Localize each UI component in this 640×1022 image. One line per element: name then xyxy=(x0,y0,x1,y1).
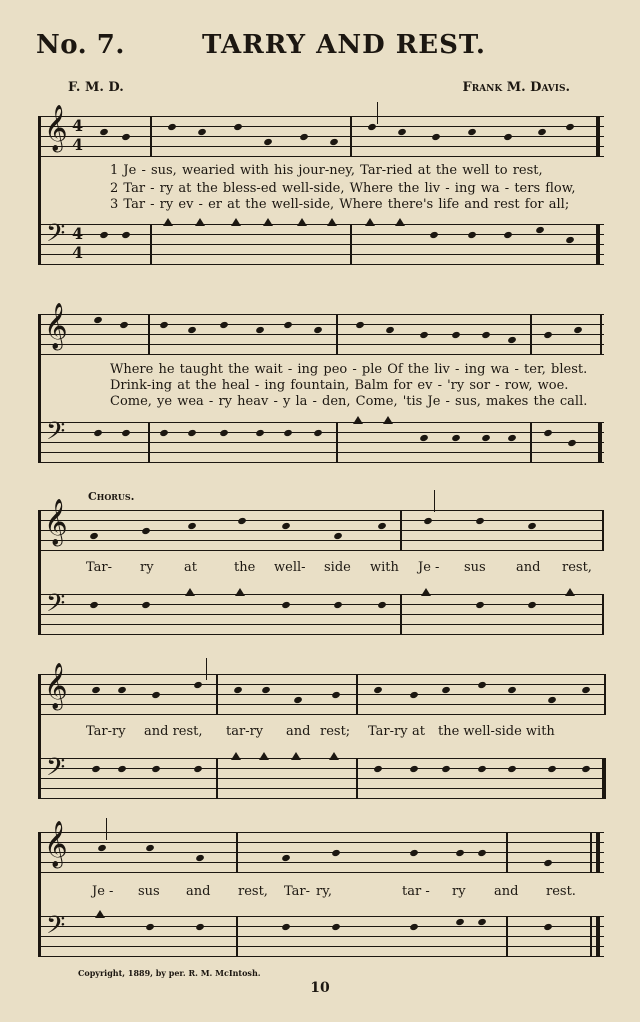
author-initials: F. M. D. xyxy=(68,80,124,95)
bass-staff xyxy=(38,753,604,798)
treble-clef-icon: 𝄞 xyxy=(44,105,68,151)
bass-staff xyxy=(38,417,604,462)
bass-clef-icon: 𝄢 xyxy=(46,753,66,788)
treble-staff xyxy=(38,303,604,354)
treble-clef-icon: 𝄞 xyxy=(44,499,68,545)
time-signature: 4 4 xyxy=(72,116,84,154)
treble-clef-icon: 𝄞 xyxy=(44,663,68,709)
hymn-title: TARRY AND REST. xyxy=(202,30,486,60)
hymn-page: No. 7. TARRY AND REST. F. M. D. Frank M. Davis. 𝄞 4 4 1 Je - sus, wearied with his jour-ney, Tar-ried at the well to rest, 2 Tar - ry at the bless-ed well-side, Where the liv - ing wa - ters flow, 3 Tar - ry ev - er at the well-side, Where there's life and rest for all; 𝄢 4 4 𝄞 Where he taught the wait - ing peo - ple Of the liv - ing wa - ter, blest. Drink-ing at the heal - ing fountain, Balm for ev - 'ry sor - row, woe. Come, ye wea - ry heav - y la - den, Come, 'tis Je - sus, makes the call. 𝄢 Chorus. 𝄞 Tar- ry at the well- side with Je - sus and rest, 𝄢 𝄞 Tar-ry and rest, tar-ry and rest; Tar-ry at the well-side with 𝄢 𝄞 Je - sus and rest, Tar- ry, tar - ry and rest. 𝄢 Copyright, 1889, by per. R. M. McIntosh. 10 xyxy=(0,0,640,1022)
verse-2-line-b: Drink-ing at the heal - ing fountain, Balm for ev - 'ry sor - row, woe. xyxy=(110,378,569,393)
hymn-number: No. 7. xyxy=(36,30,125,60)
bass-clef-icon: 𝄢 xyxy=(46,219,66,254)
bass-staff xyxy=(38,911,604,956)
page-number: 10 xyxy=(310,980,330,996)
bass-staff: 𝄢 4 4 xyxy=(38,224,604,264)
composer-name: Frank M. Davis. xyxy=(462,80,570,95)
bass-staff xyxy=(38,589,604,634)
treble-staff xyxy=(38,105,604,156)
verse-1-line-a: 1 Je - sus, wearied with his jour-ney, Tar-ried at the well to rest, xyxy=(110,163,543,178)
verse-1-line-b: Where he taught the wait - ing peo - ple Of the liv - ing wa - ter, blest. xyxy=(110,362,588,377)
treble-staff xyxy=(38,663,604,714)
copyright-notice: Copyright, 1889, by per. R. M. McIntosh. xyxy=(78,968,261,978)
treble-clef-icon: 𝄞 xyxy=(44,821,68,867)
bass-clef-icon: 𝄢 xyxy=(46,417,66,452)
verse-2-line-a: 2 Tar - ry at the bless-ed well-side, Where the liv - ing wa - ters flow, xyxy=(110,181,576,196)
bass-clef-icon: 𝄢 xyxy=(46,589,66,624)
treble-staff xyxy=(38,821,604,872)
chorus-label: Chorus. xyxy=(88,490,135,503)
bass-clef-icon: 𝄢 xyxy=(46,911,66,946)
verse-3-line-b: Come, ye wea - ry heav - y la - den, Come, 'tis Je - sus, makes the call. xyxy=(110,394,588,409)
treble-staff xyxy=(38,499,604,550)
verse-3-line-a: 3 Tar - ry ev - er at the well-side, Where there's life and rest for all; xyxy=(110,197,570,212)
treble-clef-icon: 𝄞 xyxy=(44,303,68,349)
